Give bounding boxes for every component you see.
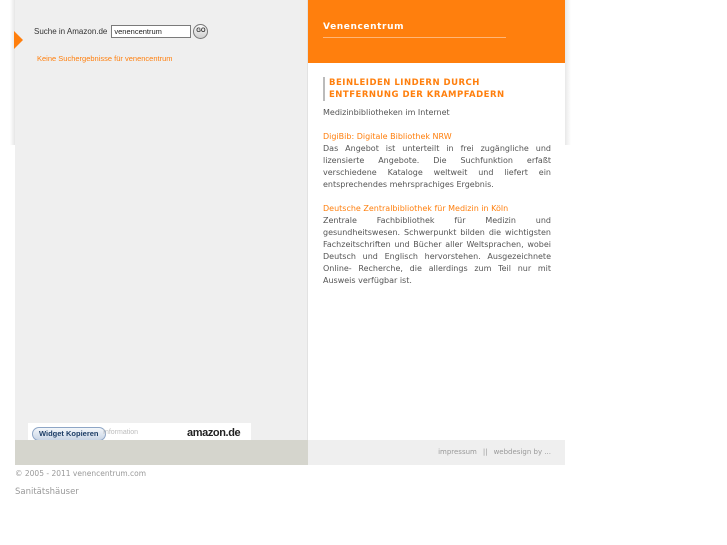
article-headline: BEINLEIDEN LINDERN DURCH ENTFERNUNG DER KRAMPFADERN bbox=[323, 77, 551, 101]
page-header bbox=[308, 0, 565, 63]
sanitaetshaeuser-link[interactable]: Sanitätshäuser bbox=[15, 487, 79, 497]
arrow-right-icon bbox=[14, 31, 23, 49]
zbmed-text: Zentrale Fachbibliothek für Medizin und gesundheitswesen. Schwerpunkt bilden die wichtigsten Fachzeitschriften und Bücher aller Weltsprachen, wobei Deutsch und Englisch hervorstehen. Ausgezeichnete Online- Recherche, die allerdings zum Teil nur mit Ausweis verfügbar ist. bbox=[323, 216, 551, 285]
footer-separator: || bbox=[482, 448, 488, 456]
footer-links bbox=[438, 448, 551, 456]
search-row bbox=[34, 24, 208, 39]
footer-bar bbox=[308, 440, 565, 465]
webdesign-link[interactable]: webdesign by ... bbox=[493, 448, 551, 456]
go-button[interactable]: GO bbox=[193, 24, 208, 39]
amazon-widget-panel bbox=[15, 0, 308, 440]
widget-copy-button[interactable]: Widget Kopieren bbox=[32, 427, 106, 441]
digibib-text: Das Angebot ist unterteilt in frei zugängliche und lizensierte Angebote. Die Suchfunktion erfaßt verschiedene Kataloge weltweit und liefert ein entsprechendes mehrsprachiges Ergebnis. bbox=[323, 144, 551, 189]
digibib-link[interactable]: DigiBib: Digitale Bibliothek NRW bbox=[323, 132, 452, 141]
search-label: Suche in Amazon.de bbox=[34, 27, 108, 36]
article-content bbox=[323, 77, 551, 287]
right-shadow bbox=[565, 0, 571, 145]
copyright-text: © 2005 - 2011 venencentrum.com bbox=[15, 469, 147, 478]
no-results-message: Keine Suchergebnisse für venencentrum bbox=[37, 54, 173, 63]
page-title: Venencentrum bbox=[323, 22, 405, 32]
search-input[interactable] bbox=[111, 25, 191, 38]
footer-bar-left bbox=[15, 440, 308, 465]
widget-info-link[interactable]: Information bbox=[103, 429, 139, 436]
header-divider bbox=[323, 37, 506, 38]
impressum-link[interactable]: impressum bbox=[438, 448, 477, 456]
amazon-logo: amazon.de bbox=[187, 427, 241, 439]
article-intro: Medizinbibliotheken im Internet bbox=[323, 108, 450, 117]
zbmed-link[interactable]: Deutsche Zentralbibliothek für Medizin in Köln bbox=[323, 204, 509, 213]
